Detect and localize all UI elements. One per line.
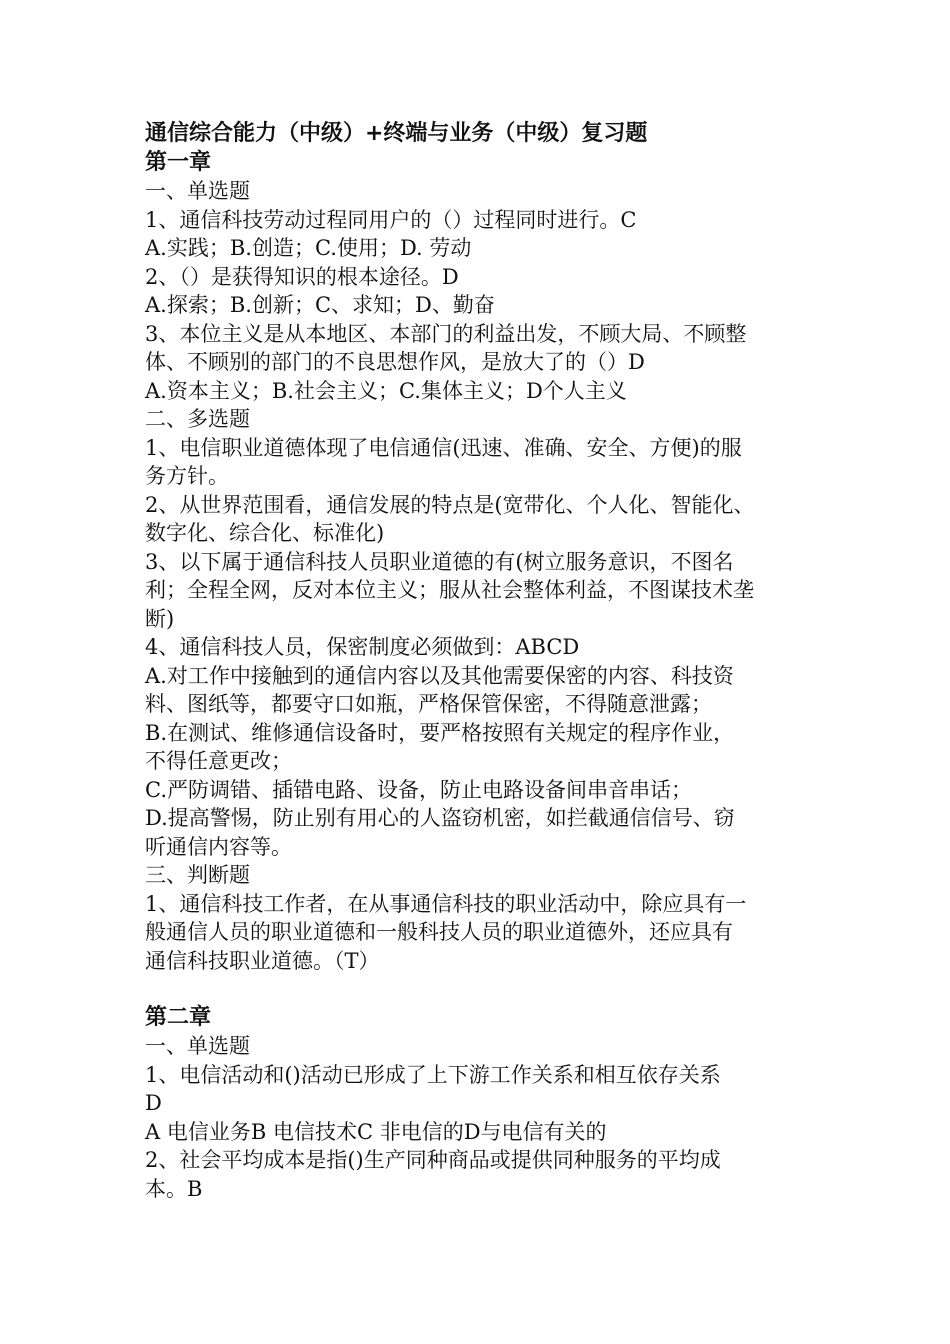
text-line: B.在测试、维修通信设备时，要严格按照有关规定的程序作业，	[145, 720, 735, 745]
text-line: 务方针。	[145, 464, 229, 488]
text-line: 4、通信科技人员，保密制度必须做到：ABCD	[145, 635, 580, 659]
text-line: A.实践；B.创造；C.使用；D. 劳动	[145, 236, 472, 260]
text-line: A.对工作中接触到的通信内容以及其他需要保密的内容、科技资	[145, 663, 734, 688]
section-single-choice-heading: 一、单选题	[145, 179, 250, 203]
text-line: C.严防调错、插错电路、设备，防止电路设备间串音串话；	[145, 777, 692, 802]
text-line: A.资本主义；B.社会主义；C.集体主义；D个人主义	[145, 378, 627, 403]
text-line: 通信科技职业道德。（T）	[145, 948, 380, 973]
blank-line	[145, 975, 813, 1004]
text-line: D.提高警惕，防止别有用心的人盗窃机密，如拦截通信信号、窃	[145, 806, 735, 830]
text-line: 数字化、综合化、标准化)	[145, 521, 385, 545]
section-multi-choice-heading: 二、多选题	[145, 407, 250, 431]
text-line: 体、不顾别的部门的不良思想作风，是放大了的（）D	[145, 350, 645, 374]
text-line: 2、社会平均成本是指()生产同种商品或提供同种服务的平均成	[145, 1148, 721, 1172]
text-line: 1、通信科技劳动过程同用户的（）过程同时进行。C	[145, 207, 637, 232]
document-page	[145, 120, 813, 1203]
text-line: 3、本位主义是从本地区、本部门的利益出发，不顾大局、不顾整	[145, 321, 747, 346]
section-single-choice-heading: 一、单选题	[145, 1034, 250, 1058]
text-line: 料、图纸等，都要守口如瓶，严格保管保密，不得随意泄露；	[145, 692, 712, 716]
text-line: 2、从世界范围看，通信发展的特点是(宽带化、个人化、智能化、	[145, 492, 755, 517]
text-line: 听通信内容等。	[145, 834, 292, 859]
text-line: 本。B	[145, 1176, 203, 1201]
text-line: 1、电信职业道德体现了电信通信(迅速、准确、安全、方便)的服	[145, 435, 742, 460]
text-line: A 电信业务B 电信技术C 非电信的D与电信有关的	[145, 1119, 607, 1144]
text-line: 般通信人员的职业道德和一般科技人员的职业道德外，还应具有	[145, 920, 733, 944]
text-line: 3、以下属于通信科技人员职业道德的有(树立服务意识，不图名	[145, 549, 734, 574]
section-judgement-heading: 三、判断题	[145, 863, 250, 887]
text-line: 1、电信活动和()活动已形成了上下游工作关系和相互依存关系	[145, 1062, 721, 1087]
text-line: A.探索；B.创新；C、求知；D、勤奋	[145, 293, 495, 317]
text-line: 1、通信科技工作者，在从事通信科技的职业活动中，除应具有一	[145, 891, 747, 916]
text-line: 利；全程全网，反对本位主义；服从社会整体利益，不图谋技术垄	[145, 578, 754, 602]
text-line: 断)	[145, 606, 175, 631]
chapter-2-heading: 第二章	[145, 1004, 212, 1030]
text-line: 不得任意更改；	[145, 749, 292, 773]
document-title: 通信综合能力（中级）+终端与业务（中级）复习题	[145, 121, 648, 146]
text-line: D	[145, 1091, 162, 1115]
text-line: 2、（）是获得知识的根本途径。D	[145, 264, 459, 289]
chapter-1-heading: 第一章	[145, 149, 212, 175]
